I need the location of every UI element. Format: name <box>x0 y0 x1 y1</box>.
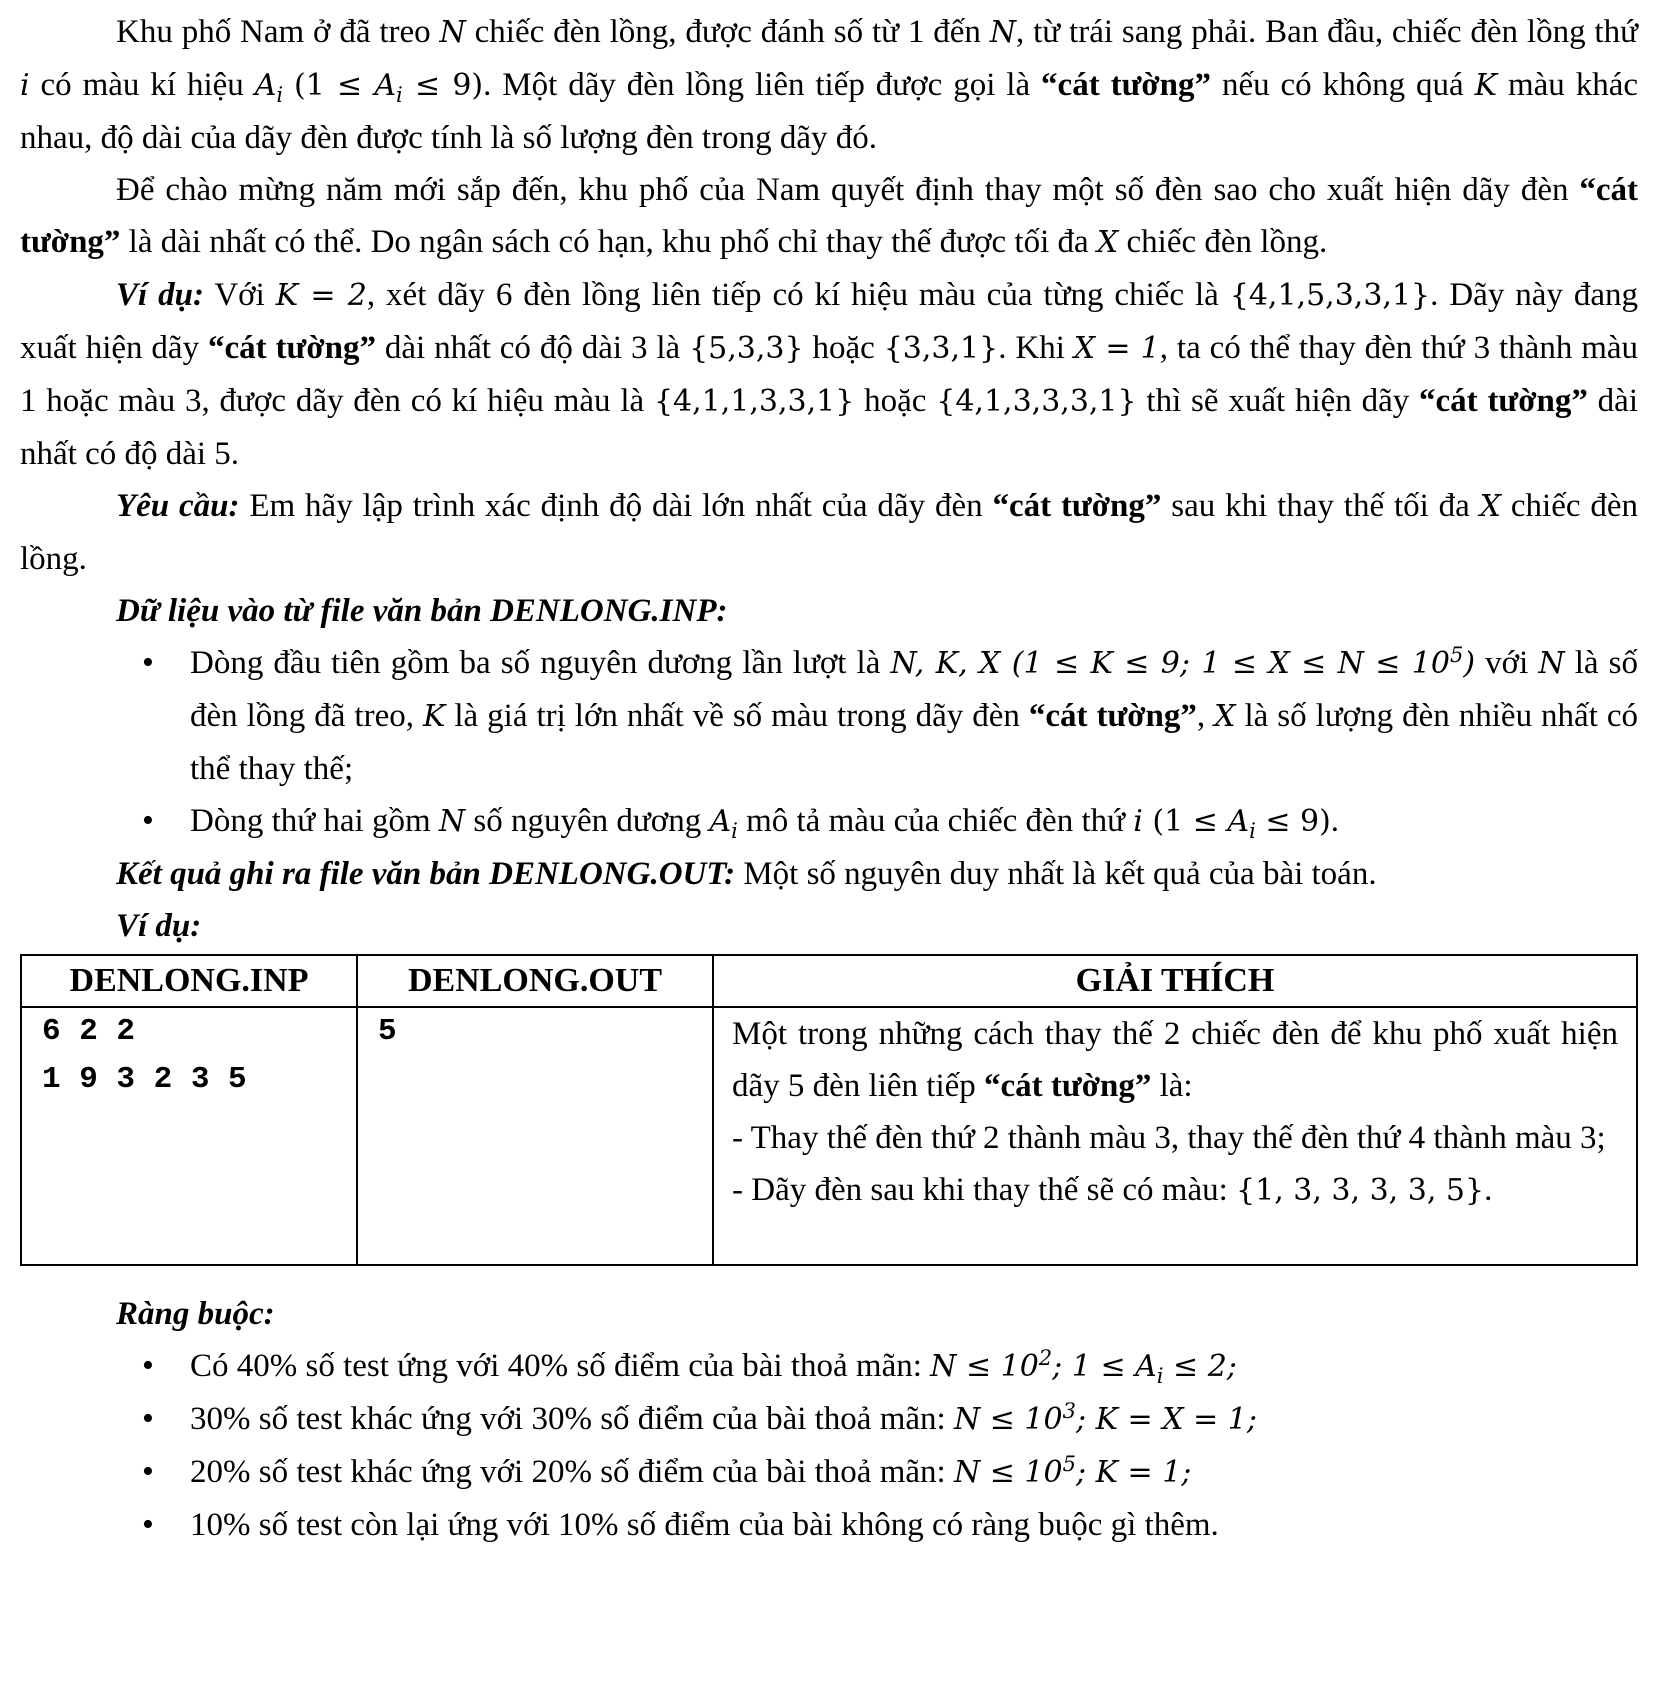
input-bullets <box>20 637 1638 848</box>
heading-text: Ví dụ: <box>116 908 202 944</box>
text: hoặc <box>803 330 884 366</box>
math-expr: X = 1 <box>1073 331 1160 366</box>
text: , ta có thể thay đèn thứ 3 thành màu 1 hoặc màu 3, được dãy đèn có kí hiệu màu là <box>20 330 1639 419</box>
list-item <box>190 795 1638 848</box>
math-text: N ≤ 10 <box>930 1349 1039 1384</box>
math-sub: i <box>276 83 284 107</box>
math-var: A <box>1135 1349 1157 1384</box>
bold-term: “cát tường” <box>992 488 1162 524</box>
math-var: N <box>438 804 466 839</box>
example-table <box>20 954 1638 1266</box>
math-var: A <box>1227 804 1250 839</box>
text: . <box>1484 1172 1493 1208</box>
bold-term: “cát tường” <box>1419 383 1588 419</box>
explanation-line <box>732 1112 1618 1164</box>
text: Khu phố Nam ở đã treo <box>116 14 440 50</box>
math-var: A <box>709 804 732 839</box>
table-header: DENLONG.OUT <box>357 955 713 1007</box>
list-item <box>190 637 1638 795</box>
input-heading <box>20 585 1638 637</box>
math-var: X <box>1096 225 1119 260</box>
text: dài nhất có độ dài 3 là <box>375 330 690 366</box>
requirement-label: Yêu cầu: <box>116 488 240 524</box>
math-sub: i <box>1156 1364 1164 1388</box>
output-paragraph <box>20 848 1638 900</box>
bold-term: “cát tường” <box>20 172 1638 260</box>
math-var: i <box>1133 804 1143 839</box>
text: Một trong những cách thay thế 2 chiếc đèn để khu phố xuất hiện dãy 5 đèn liên tiếp <box>732 1016 1618 1104</box>
list-item <box>190 1393 1638 1446</box>
text: chiếc đèn lồng. <box>1118 224 1328 260</box>
math-sup: 5 <box>1062 1452 1076 1476</box>
math-set: {4,1,5,3,3,1} <box>1229 278 1431 313</box>
output-cell <box>357 1007 713 1265</box>
text: Dòng thứ hai gồm <box>190 803 439 839</box>
text: . <box>1330 803 1340 839</box>
text: . Khi <box>998 330 1074 366</box>
example-heading <box>20 900 1638 952</box>
table-row <box>21 1007 1637 1265</box>
math-text: N ≤ 10 <box>953 1455 1063 1490</box>
math-var: X <box>1214 699 1236 734</box>
text: nếu có không quá <box>1211 67 1475 103</box>
math-text: ≤ 9) <box>402 68 484 103</box>
text: mô tả màu của chiếc đèn thứ <box>737 803 1134 839</box>
text: là giá trị lớn nhất về số màu trong dãy đèn <box>445 698 1029 734</box>
math-expr <box>1142 804 1331 843</box>
bold-term: “cát tường” <box>1028 698 1197 734</box>
math-expr <box>890 643 1476 681</box>
math-text: ≤ 9) <box>1255 804 1331 839</box>
math-var <box>254 68 284 107</box>
explanation-line <box>732 1008 1618 1112</box>
math-sup: 5 <box>1449 643 1464 667</box>
text: chiếc đèn lồng, được đánh số từ 1 đến <box>465 14 990 50</box>
text: , từ trái sang phải. Ban đầu, chiếc đèn lồng thứ <box>1016 14 1638 50</box>
text: hoặc <box>854 383 937 419</box>
text: Để chào mừng năm mới sắp đến, khu phố của Nam quyết định thay một số đèn sao cho xuất hiện dãy đèn <box>116 172 1580 208</box>
math-set: {4,1,3,3,3,1} <box>936 384 1137 419</box>
requirement-paragraph <box>20 480 1638 585</box>
math-text: (1 ≤ <box>1142 804 1228 839</box>
output-line: 5 <box>378 1014 397 1049</box>
math-sup: 2 <box>1038 1346 1053 1370</box>
table-header: GIẢI THÍCH <box>713 955 1637 1007</box>
math-text: N ≤ 10 <box>953 1402 1063 1437</box>
math-text: ) <box>1463 646 1476 681</box>
text: - Dãy đèn sau khi thay thế sẽ có màu: <box>732 1172 1237 1208</box>
text: Có 40% số test ứng với 40% số điểm của bài thoả mãn: <box>190 1348 931 1384</box>
math-var: X <box>1479 489 1502 524</box>
input-cell <box>21 1007 357 1265</box>
text: , <box>1196 698 1215 734</box>
math-var: A <box>254 68 277 103</box>
text: là số lượng đèn nhiều nhất có thể thay thế; <box>190 698 1638 787</box>
text: là dài nhất có thể. Do ngân sách có hạn, khu phố chỉ thay thế được tối đa <box>120 224 1097 260</box>
input-line: 6 2 2 <box>42 1014 136 1049</box>
heading-text: Dữ liệu vào từ file văn bản DENLONG.INP: <box>116 593 728 629</box>
math-expr <box>294 68 484 107</box>
text: 30% số test khác ứng với 30% số điểm của bài thoả mãn: <box>190 1401 954 1437</box>
text: . Một dãy đèn lồng liên tiếp được gọi là <box>483 67 1042 103</box>
text: là: <box>1151 1068 1193 1104</box>
text: Một số nguyên duy nhất là kết quả của bài toán. <box>735 856 1377 892</box>
text: Em hãy lập trình xác định độ dài lớn nhất của dãy đèn <box>239 488 993 524</box>
math-sub: i <box>1249 819 1256 843</box>
math-var: K <box>422 699 446 734</box>
text: sau khi thay thế tối đa <box>1161 488 1480 524</box>
text: số nguyên dương <box>465 803 710 839</box>
math-var: K <box>1474 68 1498 103</box>
math-var: N <box>1538 646 1565 681</box>
text: là số đèn lồng đã treo, <box>190 645 1638 734</box>
bold-term: “cát tường” <box>984 1068 1152 1104</box>
list-item <box>190 1499 1638 1551</box>
math-set: {4,1,1,3,3,1} <box>653 384 855 419</box>
math-set: {5,3,3} <box>689 331 804 366</box>
math-var: i <box>20 68 30 103</box>
math-expr <box>930 1346 1237 1388</box>
text: chiếc đèn lồng. <box>20 488 1638 577</box>
text: với <box>1475 645 1539 681</box>
example-label: Ví dụ: <box>116 277 204 313</box>
text: Dòng đầu tiên gồm ba số nguyên dương lần lượt là <box>190 645 891 681</box>
math-text: ≤ 2; <box>1163 1349 1237 1384</box>
table-header: DENLONG.INP <box>21 955 357 1007</box>
math-set: {1, 3, 3, 3, 3, 5} <box>1236 1173 1485 1208</box>
explanation-line <box>732 1164 1618 1217</box>
text: thì sẽ xuất hiện dãy <box>1136 383 1420 419</box>
math-text: ; K = 1; <box>1075 1455 1192 1490</box>
math-var <box>374 68 403 107</box>
math-text: N, K, X (1 ≤ K ≤ 9; 1 ≤ X ≤ N ≤ 10 <box>890 646 1450 681</box>
input-line: 1 9 3 2 3 5 <box>42 1062 247 1097</box>
text: Với <box>203 277 276 313</box>
example-paragraph <box>20 269 1638 480</box>
math-var <box>709 804 738 843</box>
constraints-heading <box>20 1288 1638 1340</box>
math-expr <box>953 1399 1257 1437</box>
intro-paragraph <box>20 6 1638 164</box>
bold-term: “cát tường” <box>1041 67 1212 103</box>
math-text: (1 ≤ <box>294 68 375 103</box>
text: - Thay thế đèn thứ 2 thành màu 3, thay thế đèn thứ 4 thành màu 3; <box>732 1120 1606 1156</box>
math-sup: 3 <box>1062 1399 1076 1423</box>
math-text: ; 1 ≤ <box>1052 1349 1136 1384</box>
math-var: N <box>989 15 1017 50</box>
math-sub: i <box>396 83 403 107</box>
text: . Dãy này đang xuất hiện dãy <box>20 277 1639 366</box>
list-item <box>190 1446 1638 1499</box>
text: dài nhất có độ dài 5. <box>20 383 1638 472</box>
table-header-row <box>21 955 1637 1007</box>
text: , xét dãy 6 đèn lồng liên tiếp có kí hiệu màu của từng chiếc là <box>366 277 1230 313</box>
output-heading: Kết quả ghi ra file văn bản DENLONG.OUT: <box>116 856 736 892</box>
math-sub: i <box>731 819 738 843</box>
math-var: A <box>374 68 397 103</box>
bold-term: “cát tường” <box>207 330 376 366</box>
math-var: N <box>439 15 466 50</box>
text: 20% số test khác ứng với 20% số điểm của bài thoả mãn: <box>190 1454 954 1490</box>
heading-text: Ràng buộc: <box>116 1296 275 1332</box>
math-expr <box>953 1452 1192 1490</box>
constraints-list <box>20 1340 1638 1551</box>
text: có màu kí hiệu <box>29 67 255 103</box>
math-text: ; K = X = 1; <box>1075 1402 1257 1437</box>
math-expr: K = 2 <box>275 278 367 313</box>
list-item <box>190 1340 1638 1393</box>
text: màu khác nhau, độ dài của dãy đèn được tính là số lượng đèn trong dãy đó. <box>20 67 1638 156</box>
explanation-cell <box>713 1007 1637 1265</box>
math-set: {3,3,1} <box>883 331 999 366</box>
goal-paragraph <box>20 164 1638 269</box>
math-var <box>1227 804 1256 843</box>
text: 10% số test còn lại ứng với 10% số điểm của bài không có ràng buộc gì thêm. <box>190 1507 1219 1543</box>
